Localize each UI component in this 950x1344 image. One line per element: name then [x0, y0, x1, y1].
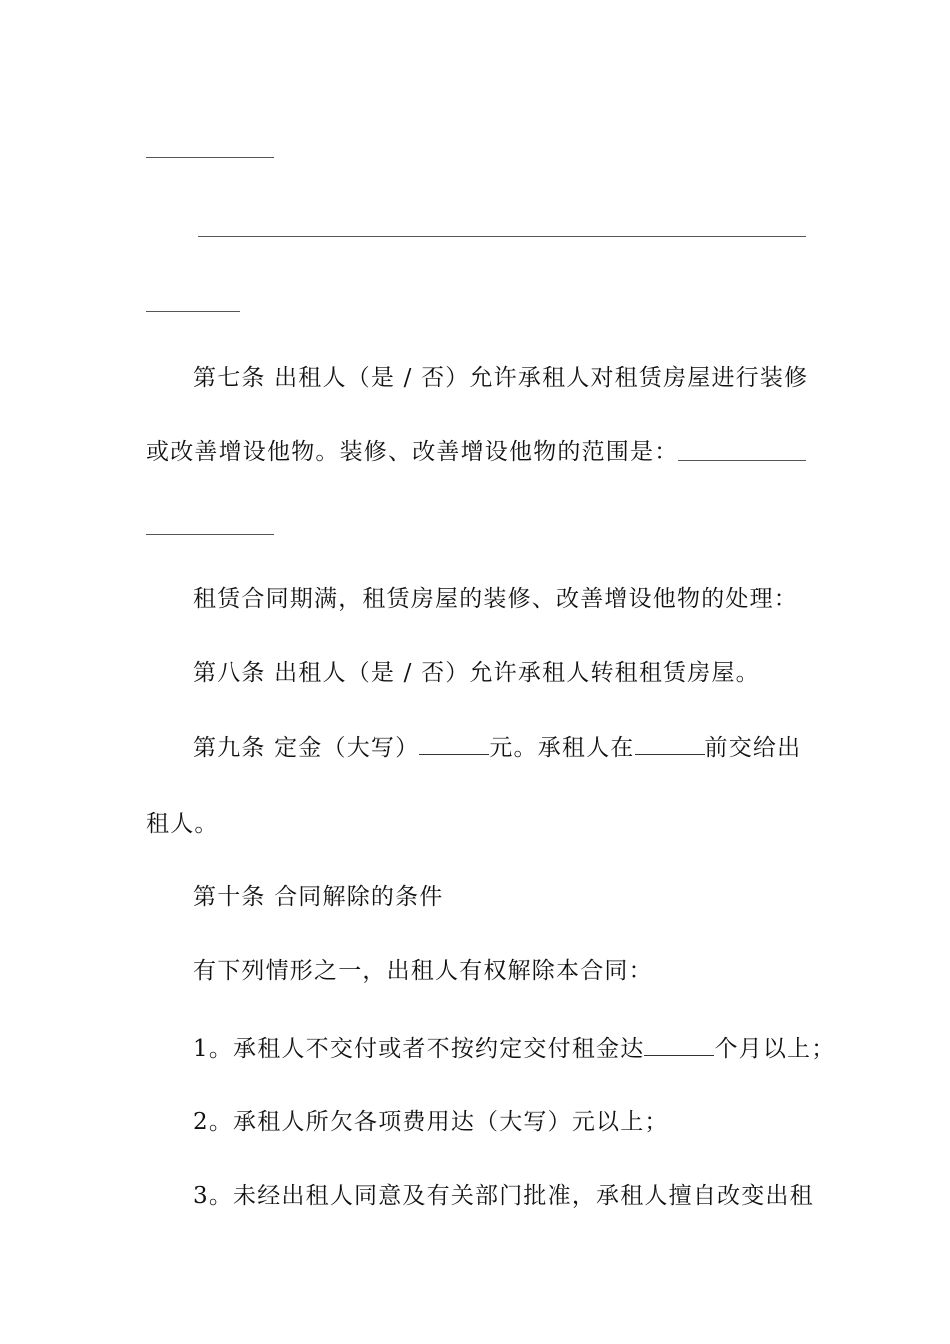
article-9-text-2: 元。承租人在 [489, 735, 635, 761]
article-9-text-3: 前交给出 [704, 735, 802, 761]
deposit-amount-blank [419, 734, 489, 755]
article-10-intro [193, 956, 653, 986]
article-7-text-1: 第七条 出租人（是 / 否）允许承租人对租赁房屋进行装修 [193, 365, 809, 391]
condition-item-1-text-2: 个月以上； [714, 1036, 836, 1062]
article-7-line-2 [146, 437, 678, 467]
fill-line-long [198, 236, 806, 237]
condition-item-1 [193, 1034, 835, 1064]
article-7-text-2: 或改善增设他物。装修、改善增设他物的范围是： [146, 439, 679, 465]
article-9-line-2 [146, 809, 219, 839]
fill-line-short [146, 311, 240, 312]
article-9-text-1: 第九条 定金（大写） [193, 735, 420, 761]
expiry-clause [193, 584, 798, 614]
condition-item-1-text-1: 1。承租人不交付或者不按约定交付租金达 [193, 1036, 645, 1062]
article-7-line-1 [193, 363, 808, 393]
article-9-line-1 [193, 733, 801, 763]
article-10-title [193, 882, 444, 912]
renovation-scope-blank [678, 460, 806, 461]
renovation-scope-blank-2 [146, 534, 274, 535]
condition-item-3 [193, 1181, 814, 1211]
article-9-text-4: 租人。 [146, 811, 219, 837]
article-8-text: 第八条 出租人（是 / 否）允许承租人转租租赁房屋。 [193, 660, 760, 686]
article-8 [193, 658, 760, 688]
article-10-intro-text: 有下列情形之一，出租人有权解除本合同： [193, 958, 653, 984]
deposit-date-blank [635, 734, 705, 755]
condition-item-2-text: 2。承租人所欠各项费用达（大写）元以上； [193, 1109, 669, 1135]
condition-item-3-text: 3。未经出租人同意及有关部门批准，承租人擅自改变出租 [193, 1183, 814, 1209]
fill-line-top [146, 157, 274, 158]
article-10-title-text: 第十条 合同解除的条件 [193, 884, 444, 910]
expiry-clause-text: 租赁合同期满，租赁房屋的装修、改善增设他物的处理： [193, 586, 798, 612]
condition-item-2 [193, 1107, 669, 1137]
months-overdue-blank [644, 1035, 714, 1056]
